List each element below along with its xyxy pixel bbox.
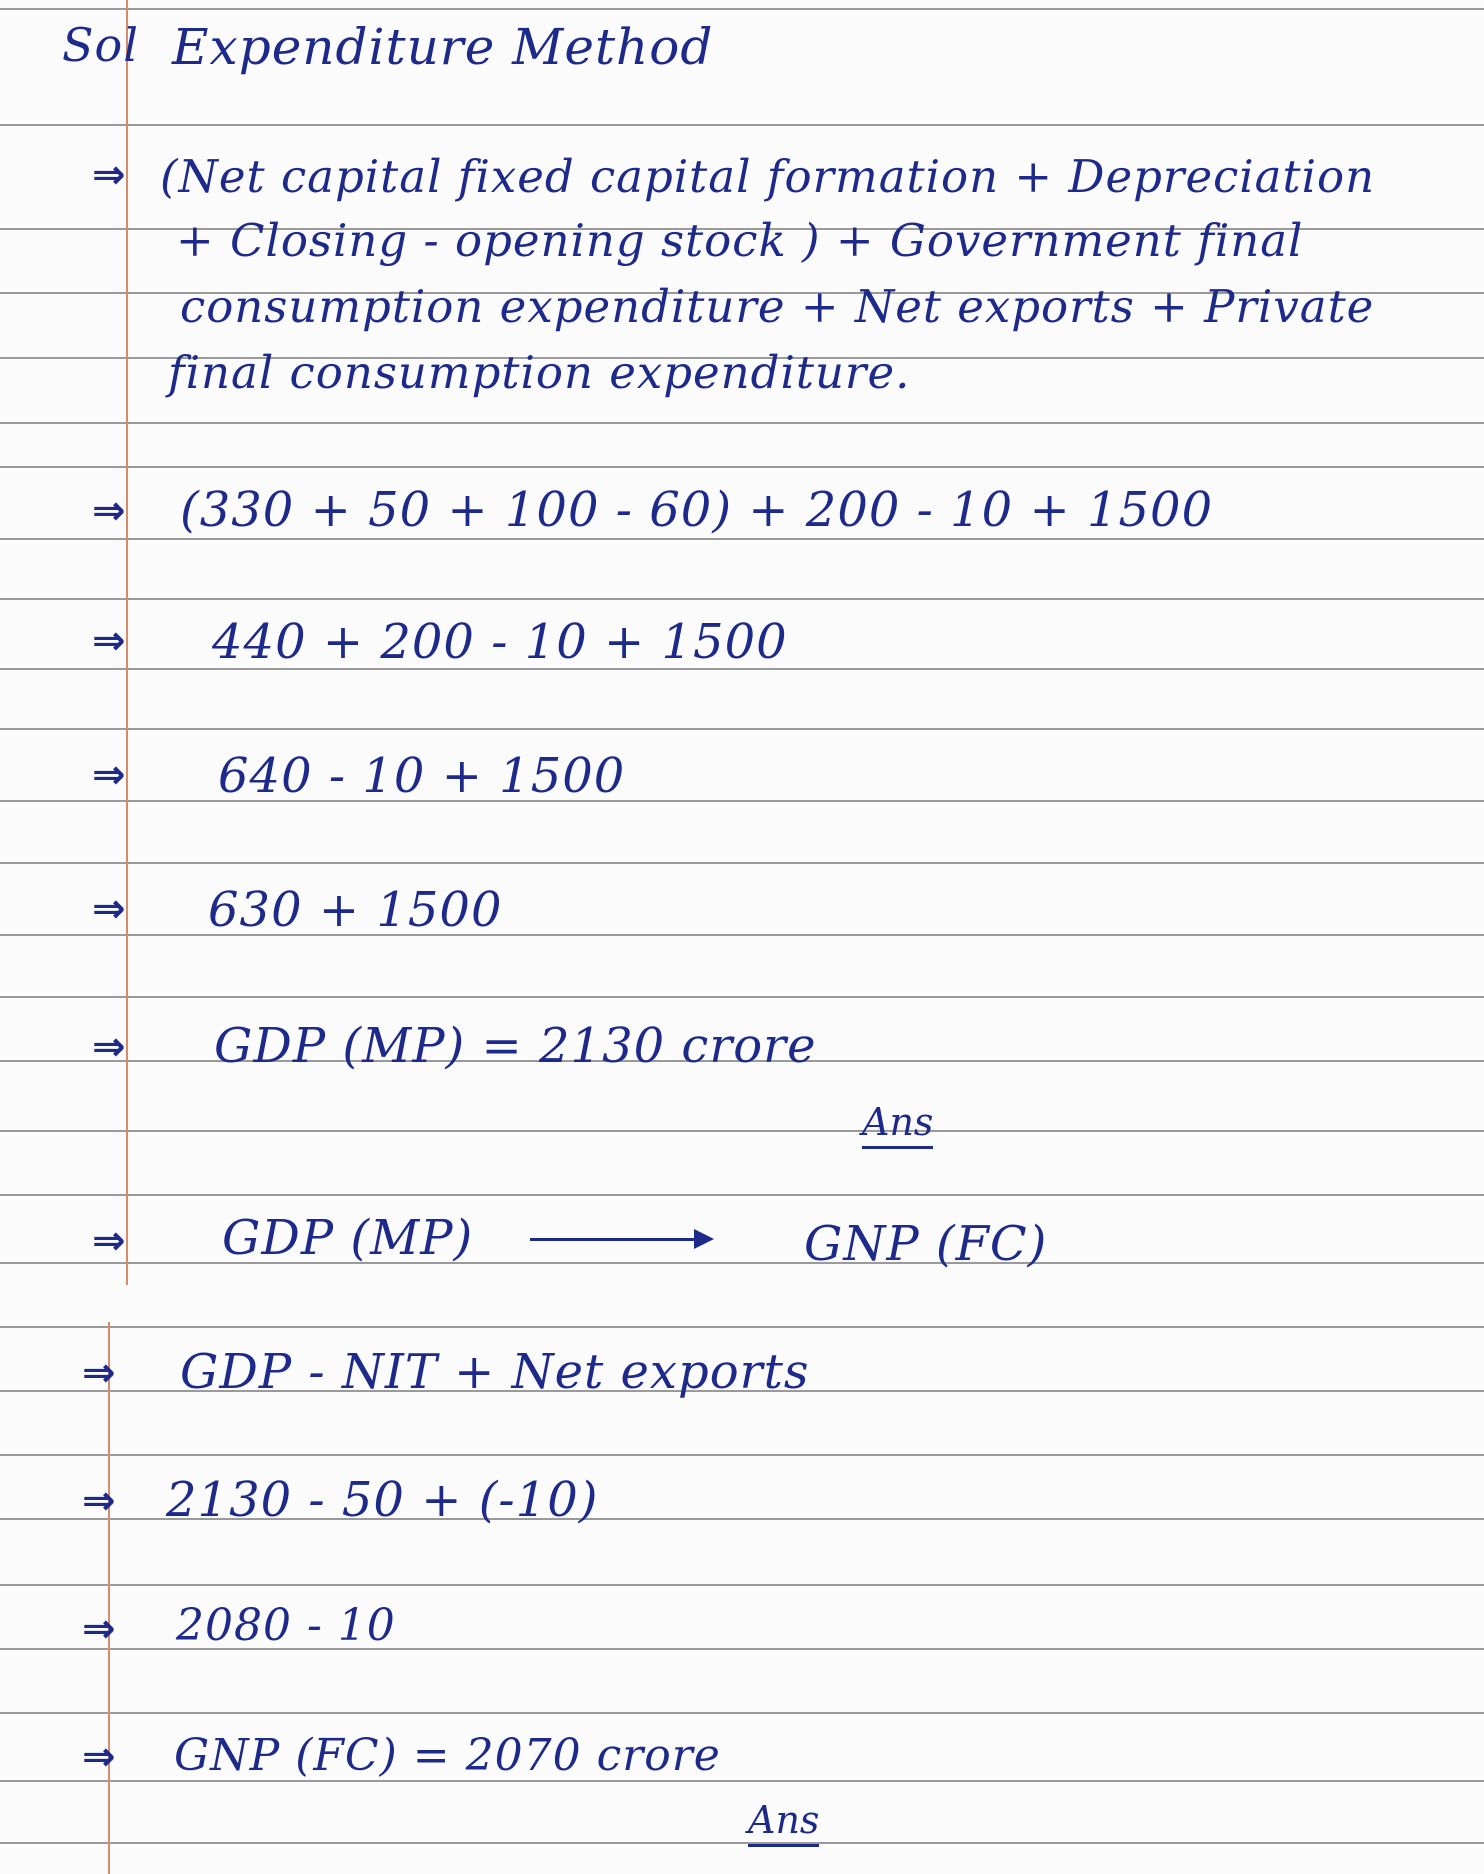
rule-line — [0, 1584, 1484, 1586]
gdp-result: GDP (MP) = 2130 crore — [214, 1018, 817, 1074]
page-title: Expenditure Method — [172, 18, 714, 76]
implies-arrow: ⇒ — [92, 752, 126, 798]
implies-arrow: ⇒ — [82, 1478, 116, 1524]
conversion-to: GNP (FC) — [804, 1216, 1048, 1272]
rule-line — [0, 598, 1484, 600]
rule-line — [0, 538, 1484, 540]
step-line: (330 + 50 + 100 - 60) + 200 - 10 + 1500 — [180, 482, 1214, 538]
implies-arrow: ⇒ — [82, 1734, 116, 1780]
formula-line-4: final consumption expenditure. — [168, 346, 911, 399]
rule-line — [0, 124, 1484, 126]
rule-line — [0, 1454, 1484, 1456]
conversion-arrow — [530, 1238, 710, 1241]
implies-arrow: ⇒ — [92, 618, 126, 664]
implies-arrow: ⇒ — [82, 1606, 116, 1652]
conversion-from: GDP (MP) — [222, 1210, 474, 1266]
rule-line — [0, 422, 1484, 424]
rule-line — [0, 1130, 1484, 1132]
rule-line — [0, 996, 1484, 998]
implies-arrow: ⇒ — [92, 1218, 126, 1264]
rule-line — [0, 1326, 1484, 1328]
implies-arrow: ⇒ — [92, 1024, 126, 1070]
step-line: GDP - NIT + Net exports — [180, 1344, 810, 1400]
rule-line — [0, 1712, 1484, 1714]
formula-line-3: consumption expenditure + Net exports + Private — [180, 280, 1375, 333]
step-line: 630 + 1500 — [208, 882, 503, 938]
implies-arrow: ⇒ — [92, 886, 126, 932]
rule-line — [0, 466, 1484, 468]
formula-line-1: (Net capital fixed capital formation + Depreciation — [160, 150, 1376, 203]
gnp-result: GNP (FC) = 2070 crore — [174, 1730, 721, 1781]
formula-line-2: + Closing - opening stock ) + Government final — [176, 214, 1304, 267]
sol-label: Sol — [62, 18, 139, 72]
rule-line — [0, 1842, 1484, 1844]
step-line: 440 + 200 - 10 + 1500 — [212, 614, 788, 670]
step-line: 2130 - 50 + (-10) — [166, 1472, 599, 1528]
step-line: 640 - 10 + 1500 — [218, 748, 626, 804]
rule-line — [0, 8, 1484, 10]
rule-line — [0, 1194, 1484, 1196]
rule-line — [0, 728, 1484, 730]
step-line: 2080 - 10 — [176, 1600, 396, 1651]
margin-line — [108, 1322, 110, 1874]
implies-arrow: ⇒ — [82, 1350, 116, 1396]
margin-line — [126, 0, 128, 1285]
answer-label: Ans — [862, 1100, 933, 1149]
implies-arrow: ⇒ — [92, 488, 126, 534]
implies-arrow: ⇒ — [92, 152, 126, 198]
answer-label: Ans — [748, 1798, 819, 1847]
rule-line — [0, 862, 1484, 864]
